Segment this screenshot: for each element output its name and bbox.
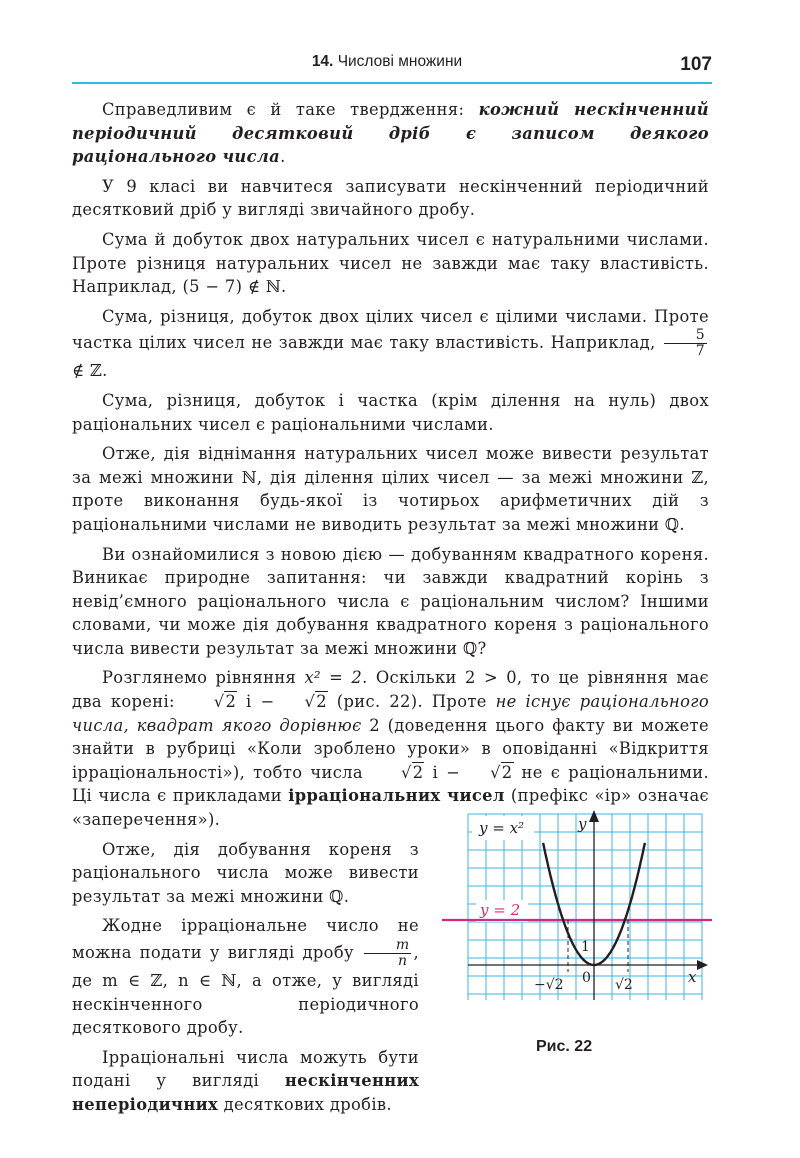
paragraph-fraction: Жодне ірраціональне число не можна подати у вигляді дробу $\frac{m}{n}$ , де m ∈ ℤ, n ∈ ℕ, а отже, у вигляді нескінченного періодичного десяткового дробу. (72, 916, 419, 1038)
paragraph-integer: Сума, різниця, добуток двох цілих чисел є цілими числами. Проте частка цілих чисел не завжди має таку властивість. Наприклад, $\frac{5}{7}$ ∉ ℤ. (72, 306, 709, 381)
graph-figure (442, 800, 712, 1000)
label-x-axis: x (688, 968, 697, 986)
section-number: 14. (311, 53, 334, 70)
paragraph-decimal: Ірраціональні числа можуть бути подані у вигляді нескінченних неперіодичних десяткових дробів. (72, 1047, 419, 1114)
paragraph-closure: Отже, дія віднімання натуральних чисел може вивести результат за межі множини ℕ, дія ділення цілих чисел — за межі множини ℤ, проте виконання будь-якої із чотирьох арифметичних дій з раціональними числами не виводить результат за межі множини ℚ. (72, 444, 709, 534)
running-header (232, 53, 542, 71)
paragraph-rational: Сума, різниця, добуток і частка (крім ділення на нуль) двох раціональних чисел є раціональними числами. (72, 390, 709, 434)
sqrt-2: √2 (400, 762, 424, 782)
figure-caption: Рис. 22 (536, 1038, 593, 1055)
term-nonperiodic: нескінченних неперіодичних (72, 1071, 419, 1114)
page-number: 107 (680, 54, 712, 75)
narrow-column (72, 838, 419, 1117)
paragraph-irrational: Розглянемо рівняння x² = 2. Оскільки 2 > 0, то це рівняння має два корені: √2 і − √2 (рис. 22). Проте не існує раціонального числа, квадрат якого дорівнює 2 (доведення цього факту ви можете знайти в рубриці «Коли зроблено уроки» в оповіданні «Відкриття ірраціональності»), тобто числа √2 і − √2 не є раціональними. Ці числа є прикладами ірраціональних чисел (префікс «ір» означає «заперечення»). (72, 668, 709, 830)
label-parabola: y = x² (479, 819, 525, 837)
sqrt-2: √2 (213, 692, 237, 712)
equation-x2: x² = 2 (304, 668, 363, 688)
fraction-5-7: $\frac{5}{7}$ (664, 328, 707, 359)
paragraph-sqrt-question: Ви ознайомилися з новою дією — добуванням квадратного кореня. Виникає природне запитання: чи завжди квадратний корінь з невід’ємного раціонального числа є раціональним числом? Іншими словами, чи може дія добування квадратного кореня з раціонального числа вивести результат за межі множини ℚ? (72, 544, 709, 658)
header-rule (72, 82, 712, 84)
term-irrational: ірраціональних чисел (288, 786, 505, 806)
emphasis-statement: кожний нескінченний періодичний десятковий дріб є записом деякого раціонального числа (72, 100, 709, 167)
paragraph-natural: Сума й добуток двох натуральних чисел є натуральними числами. Проте різниця натуральних чисел не завжди має таку властивість. Наприклад, (5 − 7) ∉ ℕ. (72, 229, 709, 297)
paragraph-grade9: У 9 класі ви навчитеся записувати нескінченний періодичний десятковий дріб у вигляді звичайного дробу. (72, 176, 709, 220)
label-origin: 0 (582, 970, 591, 986)
formula-natural: (5 − 7) ∉ ℕ. (182, 277, 287, 297)
paragraph-periodic-fraction: Справедливим є й таке твердження: кожний нескінченний періодичний десятковий дріб є записом деякого раціонального числа. (72, 100, 709, 167)
label-tick-one: 1 (581, 939, 590, 955)
paragraph-sqrt-result: Отже, дія добування кореня з раціонального числа може вивести результат за межі множини ℚ. (72, 839, 419, 906)
italic-statement: не існує раціонального числа, квадрат якого дорівнює (72, 692, 709, 735)
label-root-pos: √2 (615, 977, 633, 993)
label-line: y = 2 (480, 901, 521, 919)
sqrt-2: √2 (304, 692, 327, 712)
sqrt-2: √2 (490, 762, 513, 782)
y-axis-arrow (589, 810, 599, 822)
label-root-neg: −√2 (534, 977, 564, 993)
section-title: Числові множини (337, 53, 463, 70)
label-y-axis: y (578, 815, 587, 833)
fraction-m-n: $\frac{m}{n}$ (364, 938, 412, 969)
